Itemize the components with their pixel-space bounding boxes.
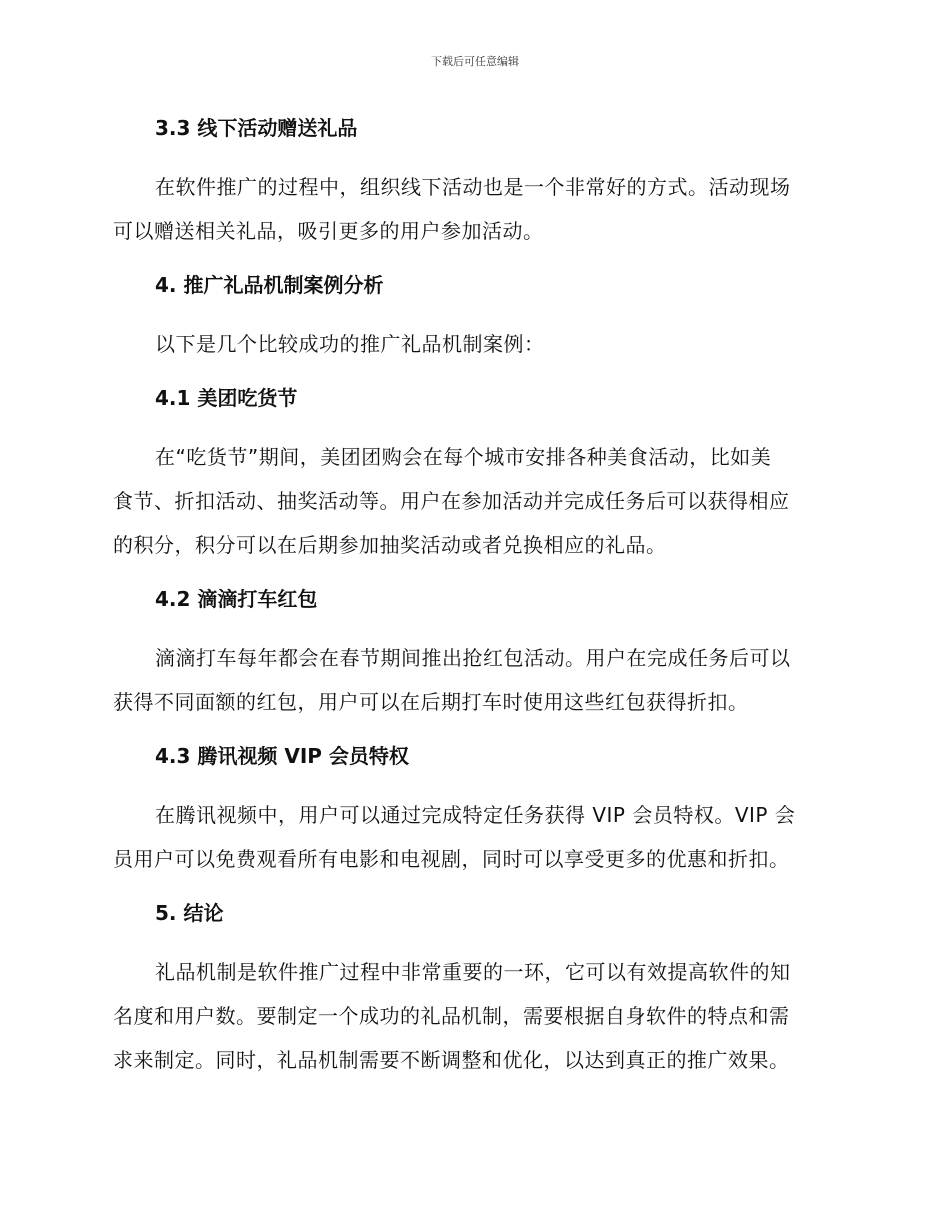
paragraph-line: 名度和用户数。要制定一个成功的礼品机制，需要根据自身软件的特点和需	[113, 1004, 790, 1028]
section-heading-4-3: 4.3 腾讯视频 VIP 会员特权	[155, 744, 409, 768]
section-paragraph-4-3	[113, 793, 833, 881]
paragraph-line: 以下是几个比较成功的推广礼品机制案例：	[155, 332, 545, 356]
document-body	[113, 110, 833, 1096]
section-heading-4-1: 4.1 美团吃货节	[155, 386, 298, 410]
section-heading-4: 4. 推广礼品机制案例分析	[155, 273, 384, 297]
page-header: 下载后可任意编辑	[431, 55, 519, 68]
paragraph-line: 在“吃货节”期间，美团团购会在每个城市安排各种美食活动，比如美	[155, 445, 772, 469]
section-paragraph-5	[113, 950, 833, 1082]
section-paragraph-4	[113, 322, 833, 366]
section-heading-3-3: 3.3 线下活动赠送礼品	[155, 116, 358, 140]
section-paragraph-4-1	[113, 435, 833, 567]
section-paragraph-4-2	[113, 636, 833, 724]
paragraph-line: 求来制定。同时，礼品机制需要不断调整和优化，以达到真正的推广效果。	[113, 1048, 790, 1072]
paragraph-line: 员用户可以免费观看所有电影和电视剧，同时可以享受更多的优惠和折扣。	[113, 847, 790, 871]
paragraph-line: 的积分，积分可以在后期参加抽奖活动或者兑换相应的礼品。	[113, 533, 667, 557]
paragraph-line: 滴滴打车每年都会在春节期间推出抢红包活动。用户在完成任务后可以	[155, 646, 791, 670]
paragraph-line: 在软件推广的过程中，组织线下活动也是一个非常好的方式。活动现场	[155, 175, 791, 199]
section-heading-5: 5. 结论	[155, 901, 224, 925]
paragraph-line: 获得不同面额的红包，用户可以在后期打车时使用这些红包获得折扣。	[113, 690, 749, 714]
paragraph-line: 可以赠送相关礼品，吸引更多的用户参加活动。	[113, 219, 544, 243]
section-paragraph-3-3	[113, 165, 833, 253]
paragraph-line: 食节、折扣活动、抽奖活动等。用户在参加活动并完成任务后可以获得相应	[113, 489, 790, 513]
paragraph-line: 礼品机制是软件推广过程中非常重要的一环，它可以有效提高软件的知	[155, 960, 791, 984]
section-heading-4-2: 4.2 滴滴打车红包	[155, 587, 318, 611]
paragraph-line: 在腾讯视频中，用户可以通过完成特定任务获得 VIP 会员特权。VIP 会	[155, 803, 796, 827]
